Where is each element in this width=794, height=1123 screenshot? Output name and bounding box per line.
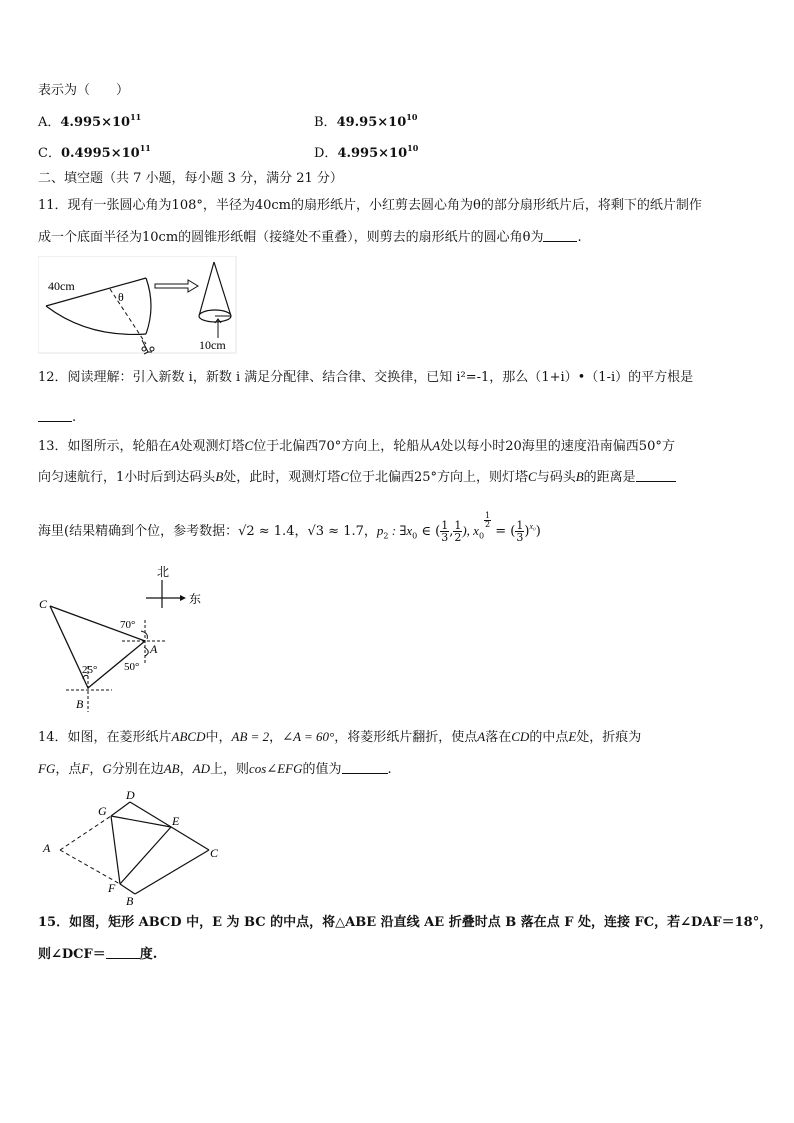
q13-line1: 13．如图所示，轮船在A处观测灯塔C位于北偏西70°方向上，轮船从A处以每小时20海里的速度沿南偏西50°方: [38, 438, 675, 454]
q14-point-b: B: [126, 894, 134, 906]
q13-point-b: B: [76, 697, 84, 711]
q13-point-c: C: [39, 597, 48, 611]
q14-point-f: F: [108, 881, 116, 895]
q13-answer-blank[interactable]: [636, 469, 676, 482]
q13-east-label: 东: [189, 592, 202, 606]
q10-option-d: D．$4.995\times 10^{10}$: [314, 143, 419, 161]
q11-base-label: 10cm: [199, 338, 226, 352]
q14-line2: FG，点F，G分别在边AB，AD上，则cos∠EFG的值为 .: [38, 761, 392, 777]
q11-radius-label: 40cm: [48, 279, 75, 293]
q10-tail: 表示为（ ）: [38, 83, 130, 98]
q15-line2: 则∠DCF＝ 度.: [38, 947, 158, 962]
q15-answer-blank[interactable]: [106, 946, 140, 959]
q14-line1: 14．如图，在菱形纸片ABCD中，AB = 2，∠A = 60°，将菱形纸片翻折，使点A落在CD的中点E处，折痕为: [38, 729, 642, 745]
q12-answer-blank[interactable]: [38, 409, 72, 422]
q14-figure: [38, 786, 228, 906]
q10-option-b: B．$49.95\times 10^{10}$: [314, 112, 418, 130]
q14-point-e: E: [172, 814, 180, 828]
q13-angle-50: 50°: [124, 661, 140, 673]
section-heading: 二、填空题（共 7 小题，每小题 3 分，满分 21 分）: [38, 171, 343, 186]
q14-answer-blank[interactable]: [342, 761, 388, 774]
q11-figure: [38, 256, 238, 356]
q13-figure: [30, 560, 220, 715]
q14-point-d: D: [126, 788, 135, 802]
q12-line2: .: [38, 409, 76, 427]
q13-point-a: A: [150, 642, 158, 656]
q13-line2: 向匀速航行，1小时后到达码头B处，此时，观测灯塔C位于北偏西25°方向上，则灯塔C与码头B的距离是: [38, 468, 676, 487]
q14-point-c: C: [210, 846, 219, 860]
q12-line1: 12．阅读理解：引入新数 i，新数 i 满足分配律、结合律、交换律，已知 i²=-1，那么（1+i）•（1-i）的平方根是: [38, 370, 694, 385]
q13-angle-25: 25°: [82, 664, 98, 676]
q10-option-c: C．$0.4995\times 10^{11}$: [38, 143, 151, 161]
q11-line1: 11．现有一张圆心角为108°，半径为40cm的扇形纸片，小红剪去圆心角为θ的部分扇形纸片后，将剩下的纸片制作: [38, 198, 702, 213]
q14-point-a: A: [43, 841, 51, 855]
q11-line2: 成一个底面半径为10cm的圆锥形纸帽（接缝处不重叠），则剪去的扇形纸片的圆心角θ为 .: [38, 230, 582, 245]
q10-option-a: A．$4.995\times 10^{11}$: [38, 112, 142, 130]
q15-line1: 15．如图，矩形 ABCD 中，E 为 BC 的中点，将△ABE 沿直线 AE 折叠时点 B 落在点 F 处，连接 FC，若∠DAF＝18°，: [38, 915, 773, 930]
q14-point-g: G: [98, 804, 107, 818]
q13-angle-70: 70°: [120, 619, 136, 631]
q11-theta-label: θ: [118, 290, 124, 304]
q13-line3: 海里(结果精确到个位，参考数据：√2 ≈ 1.4，√3 ≈ 1.7，$p_2$ : $\exists x_0$ ∈ ( $\frac{1}{3}$ , $\frac{1}{2}$ ), $x_0$ $\frac{1}{2}$ = ( $\frac{1}{3}$ )$^{x_0}$): [38, 511, 541, 544]
q13-north-label: 北: [157, 565, 170, 579]
q11-answer-blank[interactable]: [543, 229, 577, 242]
